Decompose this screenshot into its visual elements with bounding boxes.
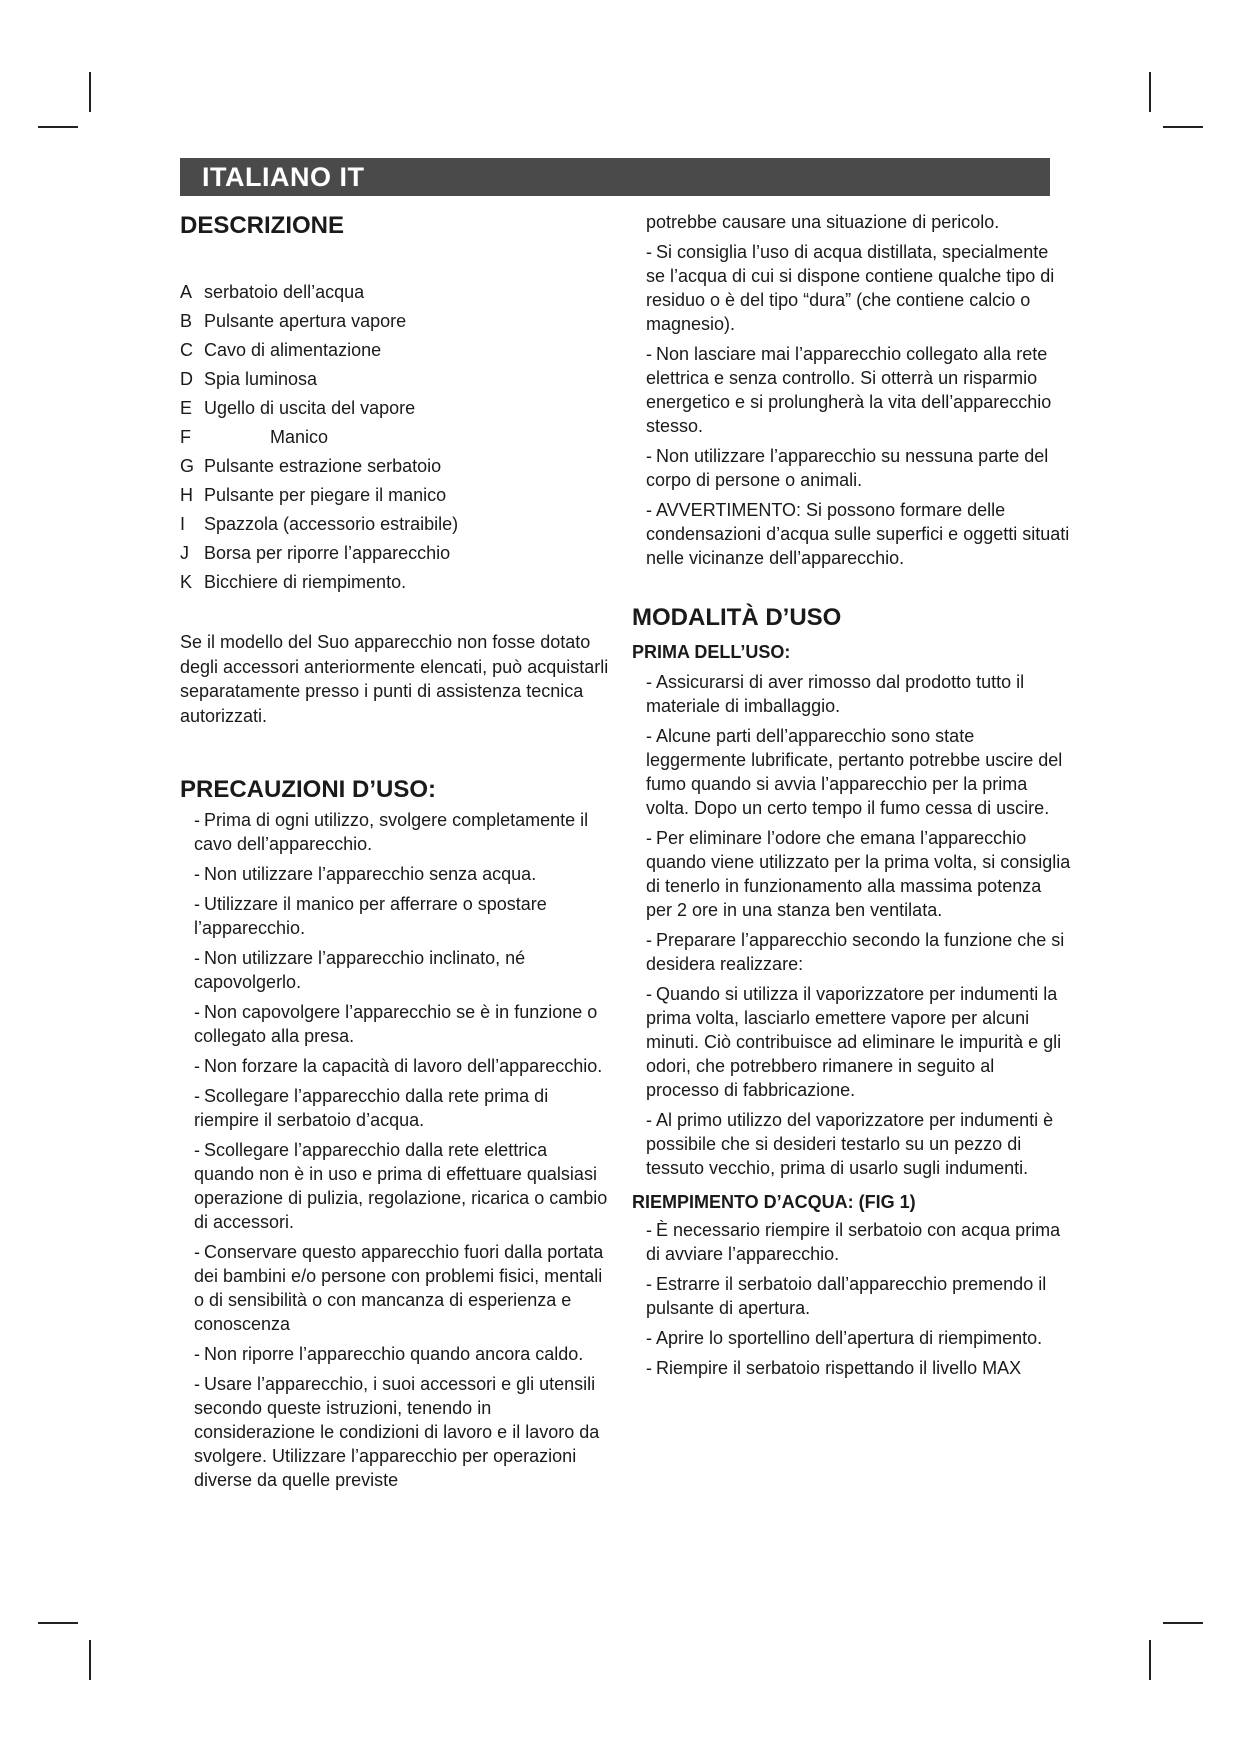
list-item: [646, 670, 1072, 718]
dash-marker: -: [194, 948, 200, 968]
dash-marker: -: [194, 1374, 200, 1394]
list-item: [646, 928, 1072, 976]
item-letter: I: [180, 514, 186, 534]
dash-marker: -: [194, 1086, 200, 1106]
crop-mark: [1163, 1622, 1203, 1624]
dash-marker: -: [646, 828, 652, 848]
dash-marker: -: [646, 242, 652, 262]
dash-marker: -: [194, 894, 200, 914]
list-item: [180, 454, 610, 478]
dash-marker: -: [194, 1344, 200, 1364]
item-text: Per eliminare l’odore che emana l’apparecchio quando viene utilizzato per la prima volta, si consiglia di tenerlo in funzionamento alla massima potenza per 2 ore in una stanza ben ventilata.: [646, 828, 1071, 920]
item-letter: H: [180, 485, 193, 505]
list-item: [180, 512, 610, 536]
crop-mark: [38, 126, 78, 128]
list-item: [194, 862, 610, 886]
subsection-title-riempimento: RIEMPIMENTO D’ACQUA: (FIG 1): [632, 1192, 916, 1212]
item-text: Usare l’apparecchio, i suoi accessori e gli utensili secondo queste istruzioni, tenendo in considerazione le condizioni di lavoro e il lavoro da svolgere. Utilizzare l’apparecchio per operazioni diverse da quelle previste: [194, 1374, 600, 1490]
list-item: [646, 982, 1072, 1102]
water-filling-list: [632, 1218, 1072, 1380]
crop-mark: [38, 1622, 78, 1624]
list-item: [180, 425, 610, 449]
item-letter: A: [180, 282, 193, 302]
item-letter: G: [180, 456, 195, 476]
list-item: [194, 808, 610, 856]
section-title-modalita: MODALITÀ D’USO: [632, 604, 842, 631]
list-item: [180, 280, 610, 304]
item-text: Non utilizzare l’apparecchio senza acqua.: [204, 864, 537, 884]
item-text: Non capovolgere l’apparecchio se è in funzione o collegato alla presa.: [194, 1002, 598, 1046]
item-text: Al primo utilizzo del vaporizzatore per indumenti è possibile che si desideri testarlo su un pezzo di tessuto vecchio, prima di usarlo sugli indumenti.: [646, 1110, 1054, 1178]
item-letter: F: [180, 427, 191, 447]
dash-marker: -: [194, 1140, 200, 1160]
right-column: [632, 210, 1072, 1386]
list-item: [194, 946, 610, 994]
parts-list: [180, 280, 610, 594]
item-letter: J: [180, 543, 189, 563]
item-label: Pulsante apertura vapore: [204, 311, 407, 331]
list-item: [180, 338, 610, 362]
crop-mark: [89, 1640, 91, 1680]
dash-marker: -: [646, 1274, 652, 1294]
continued-text: potrebbe causare una situazione di pericolo.: [646, 212, 1000, 232]
dash-marker: -: [646, 1220, 652, 1240]
item-label: Pulsante per piegare il manico: [204, 485, 447, 505]
list-item: [194, 1342, 610, 1366]
item-text: Assicurarsi di aver rimosso dal prodotto tutto il materiale di imballaggio.: [646, 672, 1025, 716]
item-label: Manico: [270, 427, 329, 447]
crop-mark: [1149, 1640, 1151, 1680]
dash-marker: -: [646, 1358, 652, 1378]
list-item: [646, 444, 1072, 492]
dash-marker: -: [194, 1056, 200, 1076]
language-header: ITALIANO IT: [180, 158, 1050, 196]
list-item: [646, 1356, 1072, 1380]
list-item: [646, 498, 1072, 570]
list-item: [180, 367, 610, 391]
item-text: Utilizzare il manico per afferrare o spostare l’apparecchio.: [194, 894, 547, 938]
list-item: [646, 240, 1072, 336]
item-text: Riempire il serbatoio rispettando il livello MAX: [656, 1358, 1022, 1378]
list-item: [646, 1272, 1072, 1320]
item-text: Non forzare la capacità di lavoro dell’apparecchio.: [204, 1056, 603, 1076]
item-label: Spazzola (accessorio estraibile): [204, 514, 459, 534]
left-column: [180, 210, 610, 1498]
list-item: [194, 892, 610, 940]
dash-marker: -: [646, 344, 652, 364]
item-text: Aprire lo sportellino dell’apertura di riempimento.: [656, 1328, 1043, 1348]
list-item: [646, 1108, 1072, 1180]
item-text: Non lasciare mai l’apparecchio collegato alla rete elettrica e senza controllo. Si otterrà un risparmio energetico e si prolungherà la vita dell’apparecchio stesso.: [646, 344, 1052, 436]
list-item: [180, 541, 610, 565]
list-item: [194, 1138, 610, 1234]
item-text: Si consiglia l’uso di acqua distillata, specialmente se l’acqua di cui si dispone contiene qualche tipo di residuo o è del tipo “dura” (che contiene calcio o magnesio).: [646, 242, 1055, 334]
subsection-title-prima: PRIMA DELL’USO:: [632, 642, 791, 662]
dash-marker: -: [646, 446, 652, 466]
item-text: Conservare questo apparecchio fuori dalla portata dei bambini e/o persone con problemi fisici, mentali o di sensibilità o con mancanza di esperienza e conoscenza: [194, 1242, 604, 1334]
item-text: Prima di ogni utilizzo, svolgere completamente il cavo dell’apparecchio.: [194, 810, 589, 854]
item-text: Alcune parti dell’apparecchio sono state leggermente lubrificate, pertanto potrebbe uscire del fumo quando si avvia l’apparecchio per la prima volta. Dopo un certo tempo il fumo cessa di uscire.: [646, 726, 1063, 818]
list-item: [646, 724, 1072, 820]
precautions-list-continued: [632, 240, 1072, 570]
dash-marker: -: [646, 930, 652, 950]
item-label: Spia luminosa: [204, 369, 318, 389]
list-item: [180, 570, 610, 594]
item-letter: E: [180, 398, 193, 418]
dash-marker: -: [194, 864, 200, 884]
list-item: [646, 826, 1072, 922]
dash-marker: -: [646, 726, 652, 746]
item-letter: B: [180, 311, 193, 331]
item-label: Ugello di uscita del vapore: [204, 398, 416, 418]
item-label: Pulsante estrazione serbatoio: [204, 456, 442, 476]
before-use-list: [632, 670, 1072, 1180]
section-title-precauzioni: PRECAUZIONI D’USO:: [180, 776, 437, 803]
item-label: Borsa per riporre l’apparecchio: [204, 543, 451, 563]
crop-mark: [89, 72, 91, 112]
item-text: Preparare l’apparecchio secondo la funzione che si desidera realizzare:: [646, 930, 1065, 974]
dash-marker: -: [194, 810, 200, 830]
dash-marker: -: [194, 1002, 200, 1022]
list-item: [180, 309, 610, 333]
item-letter: K: [180, 572, 193, 592]
dash-marker: -: [646, 1328, 652, 1348]
precautions-list: [180, 808, 610, 1492]
crop-mark: [1163, 126, 1203, 128]
item-text: Non riporre l’apparecchio quando ancora caldo.: [204, 1344, 584, 1364]
dash-marker: -: [646, 984, 652, 1004]
list-item: [194, 1054, 610, 1078]
item-text: Estrarre il serbatoio dall’apparecchio premendo il pulsante di apertura.: [646, 1274, 1047, 1318]
item-letter: C: [180, 340, 193, 360]
list-item: [180, 396, 610, 420]
list-item: [194, 1372, 610, 1492]
dash-marker: -: [646, 500, 652, 520]
list-item: [194, 1084, 610, 1132]
item-text: Quando si utilizza il vaporizzatore per indumenti la prima volta, lasciarlo emettere vapore per alcuni minuti. Ciò contribuisce ad eliminare le impurità e gli odori, che potrebbero rimanere in seguito al processo di fabbricazione.: [646, 984, 1062, 1100]
list-item: [646, 1326, 1072, 1350]
item-text: È necessario riempire il serbatoio con acqua prima di avviare l’apparecchio.: [646, 1220, 1061, 1264]
dash-marker: -: [194, 1242, 200, 1262]
item-letter: D: [180, 369, 193, 389]
item-label: serbatoio dell’acqua: [204, 282, 365, 302]
dash-marker: -: [646, 1110, 652, 1130]
list-item: [194, 1000, 610, 1048]
list-item: [646, 342, 1072, 438]
accessories-note: Se il modello del Suo apparecchio non fosse dotato degli accessori anteriormente elencati, può acquistarli separatamente presso i punti di assistenza tecnica autorizzati.: [180, 632, 609, 726]
item-text: Non utilizzare l’apparecchio inclinato, né capovolgerlo.: [194, 948, 526, 992]
item-label: Cavo di alimentazione: [204, 340, 382, 360]
dash-marker: -: [646, 672, 652, 692]
list-item: [646, 1218, 1072, 1266]
item-text: Non utilizzare l’apparecchio su nessuna parte del corpo di persone o animali.: [646, 446, 1049, 490]
item-text: AVVERTIMENTO: Si possono formare delle condensazioni d’acqua sulle superfici e oggetti situati nelle vicinanze dell’apparecchio.: [646, 500, 1070, 568]
item-text: Scollegare l’apparecchio dalla rete elettrica quando non è in uso e prima di effettuare qualsiasi operazione di pulizia, regolazione, ricarica o cambio di accessori.: [194, 1140, 608, 1232]
crop-mark: [1149, 72, 1151, 112]
list-item: [194, 1240, 610, 1336]
item-text: Scollegare l’apparecchio dalla rete prima di riempire il serbatoio d’acqua.: [194, 1086, 549, 1130]
section-title-descrizione: DESCRIZIONE: [180, 212, 345, 239]
list-item: [180, 483, 610, 507]
item-label: Bicchiere di riempimento.: [204, 572, 407, 592]
